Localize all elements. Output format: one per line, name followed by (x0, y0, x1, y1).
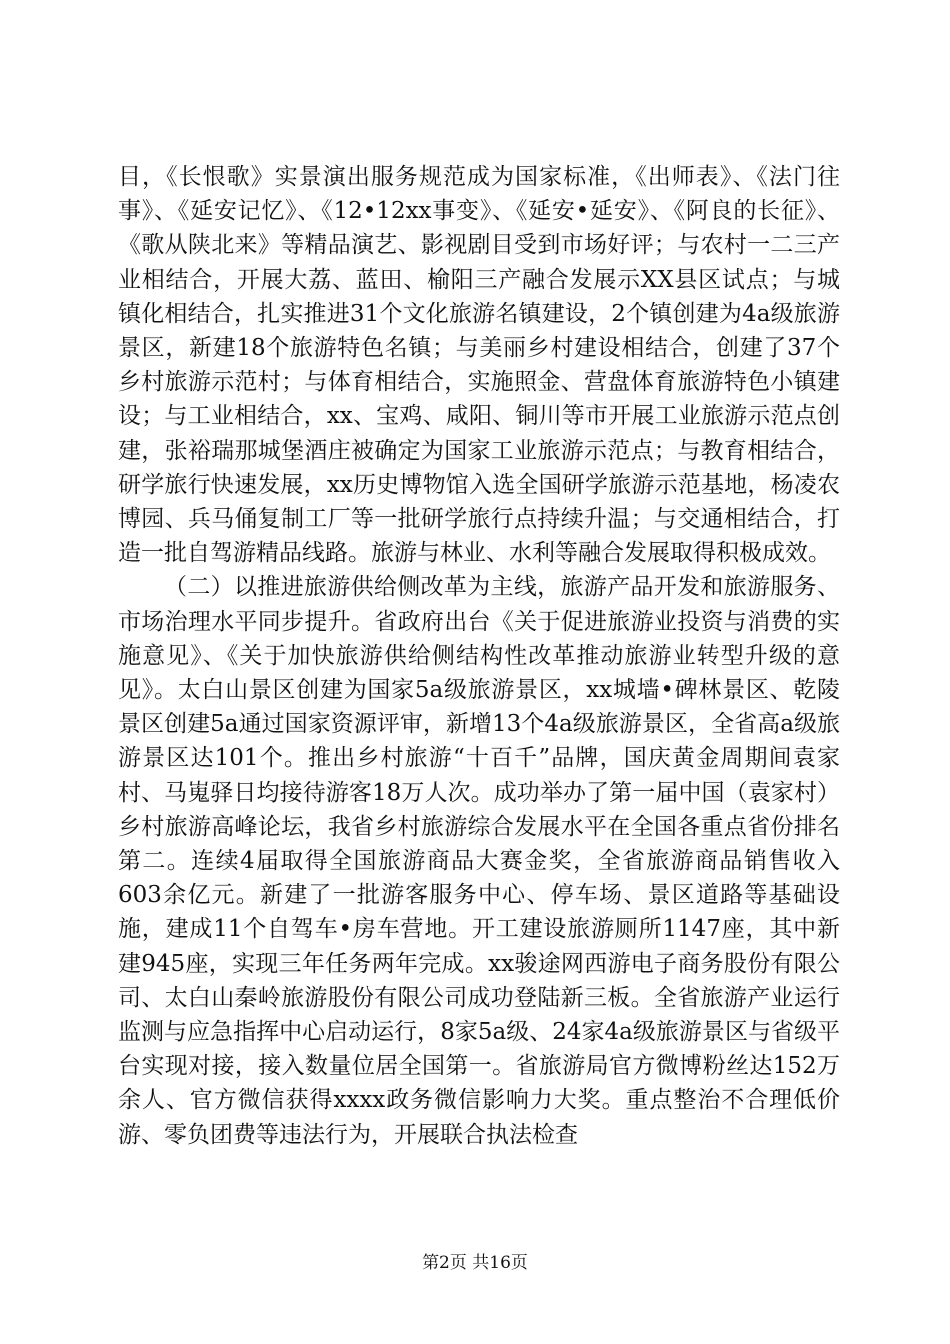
page-footer (0, 1248, 950, 1273)
paragraph-section-two: （二）以推进旅游供给侧改革为主线，旅游产品开发和旅游服务、市场治理水平同步提升。省政府出台《关于促进旅游业投资与消费的实施意见》、《关于加快旅游供给侧结构性改革推动旅游业转型升级的意见》。太白山景区创建为国家5a级旅游景区，xx城墙•碑林景区、乾陵景区创建5a通过国家资源评审，新增13个4a级旅游景区，全省高a级旅游景区达101个。推出乡村旅游“十百千”品牌，国庆黄金周期间袁家村、马嵬驿日均接待游客18万人次。成功举办了第一届中国（袁家村）乡村旅游高峰论坛，我省乡村旅游综合发展水平在全国各重点省份排名第二。连续4届取得全国旅游商品大赛金奖，全省旅游商品销售收入603余亿元。新建了一批游客服务中心、停车场、景区道路等基础设施，建成11个自驾车•房车营地。开工建设旅游厕所1147座，其中新建945座，实现三年任务两年完成。xx骏途网西游电子商务股份有限公司、太白山秦岭旅游股份有限公司成功登陆新三板。全省旅游产业运行监测与应急指挥中心启动运行，8家5a级、24家4a级旅游景区与省级平台实现对接，接入数量位居全国第一。省旅游局官方微博粉丝达152万余人、官方微信获得xxxx政务微信影响力大奖。重点整治不合理低价游、零负团费等违法行为，开展联合执法检查 (118, 574, 840, 1148)
page-number-label: 第2页 共16页 (422, 1253, 528, 1273)
document-body (118, 160, 840, 1152)
paragraph-continued: 目，《长恨歌》实景演出服务规范成为国家标准，《出师表》、《法门往事》、《延安记忆》、《12•12xx事变》、《延安•延安》、《阿良的长征》、《歌从陕北来》等精品演艺、影视剧目受到市场好评；与农村一二三产业相结合，开展大荔、蓝田、榆阳三产融合发展示XX县区试点；与城镇化相结合，扎实推进31个文化旅游名镇建设，2个镇创建为4a级旅游景区，新建18个旅游特色名镇；与美丽乡村建设相结合，创建了37个乡村旅游示范村；与体育相结合，实施照金、营盘体育旅游特色小镇建设；与工业相结合，xx、宝鸡、咸阳、铜川等市开展工业旅游示范点创建，张裕瑞那城堡酒庄被确定为国家工业旅游示范点；与教育相结合，研学旅行快速发展，xx历史博物馆入选全国研学旅游示范基地，杨凌农博园、兵马俑复制工厂等一批研学旅行点持续升温；与交通相结合，打造一批自驾游精品线路。旅游与林业、水利等融合发展取得积极成效。 (118, 164, 840, 567)
